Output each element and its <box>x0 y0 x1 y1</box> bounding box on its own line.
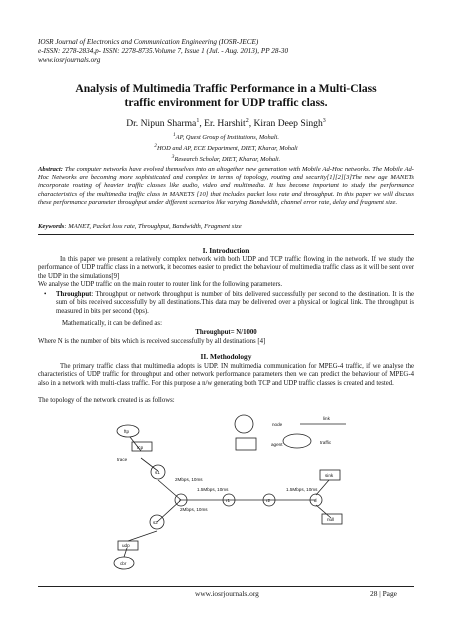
affiliation-1-text: AP, Quest Group of Institutions, Mohali. <box>175 134 279 142</box>
link-s1-r <box>158 480 181 500</box>
link-r-s2 <box>157 500 181 522</box>
affiliation-2-sup: 2 <box>154 143 157 150</box>
title-line-2: traffic environment for UDP traffic class. <box>124 95 328 109</box>
footer-page-number: 28 | Page <box>370 589 397 598</box>
author-1-sup: 1 <box>196 118 200 124</box>
label-ftp: ftp <box>124 429 130 434</box>
bullet-dot: • <box>44 291 47 298</box>
title-line-1: Analysis of Multimedia Traffic Performance in a Multi-Class <box>75 82 377 95</box>
link-s2-udp <box>128 531 157 541</box>
label-s1: s1 <box>155 470 160 475</box>
affiliation-3-text: Research Scholar, DIET, Kharar, Mohali. <box>174 156 281 164</box>
section-2-heading: II. Methodology <box>200 352 252 361</box>
affiliation-1-sup: 1 <box>173 132 176 138</box>
label-r2: r2 <box>266 498 271 503</box>
link-d-sink <box>316 480 329 495</box>
footer-divider <box>38 586 414 587</box>
legend-node-circle <box>235 415 253 433</box>
legend-traffic-label: traffic <box>320 440 332 445</box>
author-3-sup: 3 <box>322 118 326 124</box>
link-label-r-r1: 1.5Mbps, 10ms <box>197 487 229 492</box>
label-r: r <box>179 498 181 503</box>
journal-issn: e-ISSN: 2278-2834,p- ISSN: 2278-8735.Volume 7, Issue 1 (Jul. - Aug. 2013), PP 28-30 <box>38 47 289 55</box>
section-1-paragraph-2: We analyse the UDP traffic on the main router to router link for the following parameters. <box>38 281 283 288</box>
abstract-label: Abstract: <box>38 166 63 173</box>
author-2-sup: 2 <box>245 118 249 124</box>
section-2-paragraph-2: The topology of the network created is as follows: <box>38 397 175 404</box>
bullet-text: : Throughput or network throughput is number of bits delivered successfully per second to the destination. It is the sum of bits received successfully by all destinations.This data may be delivered over a physical or logical link. The throughput is measured in bits per second (bps). <box>56 291 414 315</box>
label-udp: udp <box>122 543 130 548</box>
legend-agent-label: agent <box>271 442 283 447</box>
legend-node-label: node <box>272 422 283 427</box>
label-null: null <box>327 517 335 522</box>
link-udp-cbr <box>124 548 127 557</box>
label-cbr: cbr <box>120 561 127 566</box>
footer-url[interactable]: www.iosrjournals.org <box>195 589 259 598</box>
journal-name: IOSR Journal of Electronics and Communication Engineering (IOSR-JECE) <box>38 38 259 46</box>
legend-link-label: link <box>323 416 330 421</box>
formula-where: Where N is the number of bits which is received successfully by all destinations [4] <box>38 338 266 345</box>
math-intro: Mathematically, it can be defined as: <box>62 320 162 327</box>
label-trace: trace <box>117 457 128 462</box>
label-d: d <box>314 498 317 503</box>
affiliation-2-text: HOD and AP, ECE Department, DIET, Kharar, Mohali <box>156 145 298 153</box>
author-1: Dr. Nipun Sharma <box>126 118 197 130</box>
abstract-text: The computer networks have evolved themselves into an altogether new generation with Mobile Ad-Hoc networks. The Mobile Ad-Hoc Networks are becoming more sophisticated and complex in terms of topology, routing and security[1][2][3]The new age MANETs incorporate routing of heavier traffic classes like audio, video and multimedia. It has become important to study the performance characteristics of the multimedia traffic class in MANETS [10] that includes packet loss rate and throughput. In this paper we will discuss these performance parameter throughput under different scenarios like varying Bandwidth, channel error rate, delay and fragment size. <box>38 166 414 206</box>
throughput-formula: Throughput= N/1000 <box>195 329 257 336</box>
link-label-s1: 2Mbps, 10ms <box>175 477 203 482</box>
bullet-label: Throughput <box>56 291 92 298</box>
label-s2: s2 <box>153 520 158 525</box>
author-2: , Er. Harshit <box>199 118 246 130</box>
link-label-r2-d: 1.5Mbps, 10ms <box>286 487 318 492</box>
legend-traffic-ellipse <box>283 434 311 448</box>
section-1-heading: I. Introduction <box>202 246 250 255</box>
label-sink: sink <box>325 473 334 478</box>
figure-links <box>114 415 346 569</box>
label-tcp: tcp <box>137 445 144 450</box>
journal-site: www.iosrjournals.org <box>38 56 101 64</box>
affiliation-3-sup: 3 <box>171 154 175 161</box>
keywords-label: Keywords <box>38 223 65 230</box>
section-2-paragraph-1: The primary traffic class that multimedia adopts is UDP. IN multimedia communication for MPEG-4 traffic, if we analyse the characteristics of UDP traffic for throughput and other network performance parameters then we can predict the behaviour of MPEG-4 also in a network with multi-class traffic. For this purpose a n/w generating both TCP and UDP traffic classes is created and tested. <box>38 363 414 387</box>
author-3: , Kiran Deep Singh <box>248 118 323 130</box>
figure-labels <box>117 416 334 566</box>
section-1-paragraph-1: In this paper we present a relatively complex network with both UDP and TCP traffic flowing in the network. If we study the performance of UDP traffic class in a network, it becomes easier to predict the behaviour of multimedia traffic class as it will be sent over the UDP in the simulations[9] <box>38 256 414 280</box>
legend-agent-rect <box>236 438 256 450</box>
label-r1: r1 <box>226 498 231 503</box>
link-label-s2: 2Mbps, 10ms <box>180 507 208 512</box>
keywords-text: : MANET, Packet loss rate, Throughput, Bandwidth, Fragment size <box>64 223 242 230</box>
